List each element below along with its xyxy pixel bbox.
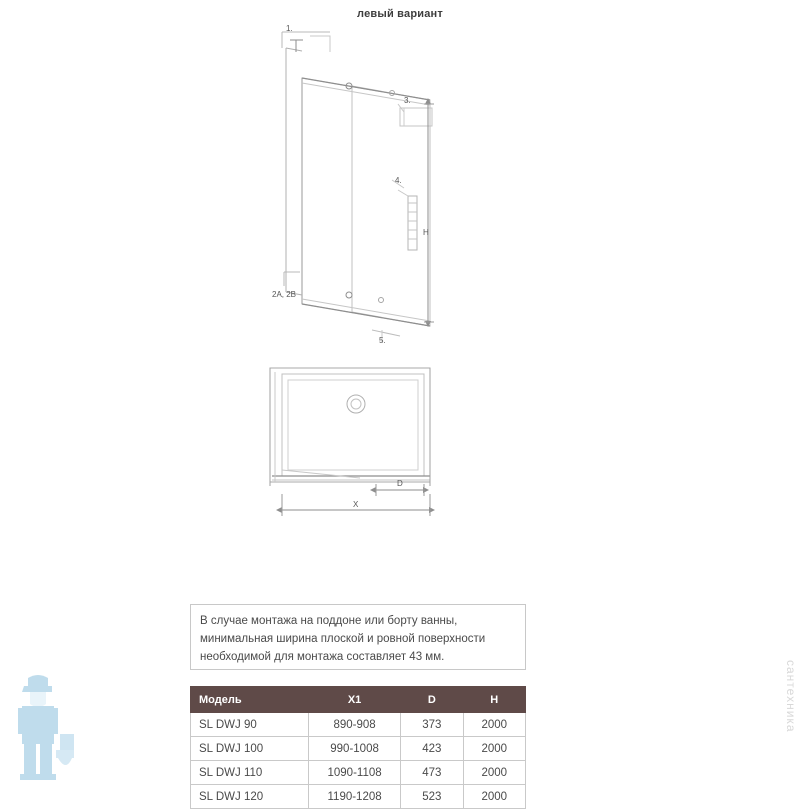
cell-model: SL DWJ 110	[191, 761, 309, 785]
callout-label-3: 3.	[404, 96, 411, 105]
cell-d: 373	[401, 713, 463, 737]
table-header-model: Модель	[191, 687, 309, 713]
table-header-h: H	[463, 687, 526, 713]
cell-h: 2000	[463, 785, 526, 809]
cell-h: 2000	[463, 761, 526, 785]
dimension-label-d: D	[397, 479, 403, 488]
callout-label-5: 5.	[379, 336, 386, 345]
cell-x1: 1190-1208	[309, 785, 401, 809]
callout-label-4: 4.	[395, 176, 402, 185]
table-row	[191, 761, 526, 785]
page-title: левый вариант	[357, 8, 443, 20]
dimension-label-x: X	[353, 500, 359, 509]
cell-model: SL DWJ 100	[191, 737, 309, 761]
table-row	[191, 737, 526, 761]
callout-label-2a2b: 2A, 2B	[272, 290, 297, 299]
cell-h: 2000	[463, 713, 526, 737]
table-row	[191, 713, 526, 737]
cell-d: 423	[401, 737, 463, 761]
note-text: В случае монтажа на поддоне или борту ванны, минимальная ширина плоской и ровной поверхности необходимой для монтажа составляет 43 мм.	[200, 615, 486, 663]
table-header-row	[191, 687, 526, 713]
cell-x1: 990-1008	[309, 737, 401, 761]
watermark-text: сантехника	[784, 660, 798, 733]
dimension-label-h: H	[423, 228, 429, 237]
table-header-x1: X1	[309, 687, 401, 713]
cell-h: 2000	[463, 737, 526, 761]
table-header-d: D	[401, 687, 463, 713]
table-row	[191, 785, 526, 809]
cell-d: 523	[401, 785, 463, 809]
cell-d: 473	[401, 761, 463, 785]
cell-x1: 890-908	[309, 713, 401, 737]
plumber-watermark-icon	[8, 672, 80, 790]
cell-model: SL DWJ 90	[191, 713, 309, 737]
callout-label-1: 1.	[286, 24, 293, 33]
cell-x1: 1090-1108	[309, 761, 401, 785]
spec-table	[190, 686, 526, 809]
cell-model: SL DWJ 120	[191, 785, 309, 809]
